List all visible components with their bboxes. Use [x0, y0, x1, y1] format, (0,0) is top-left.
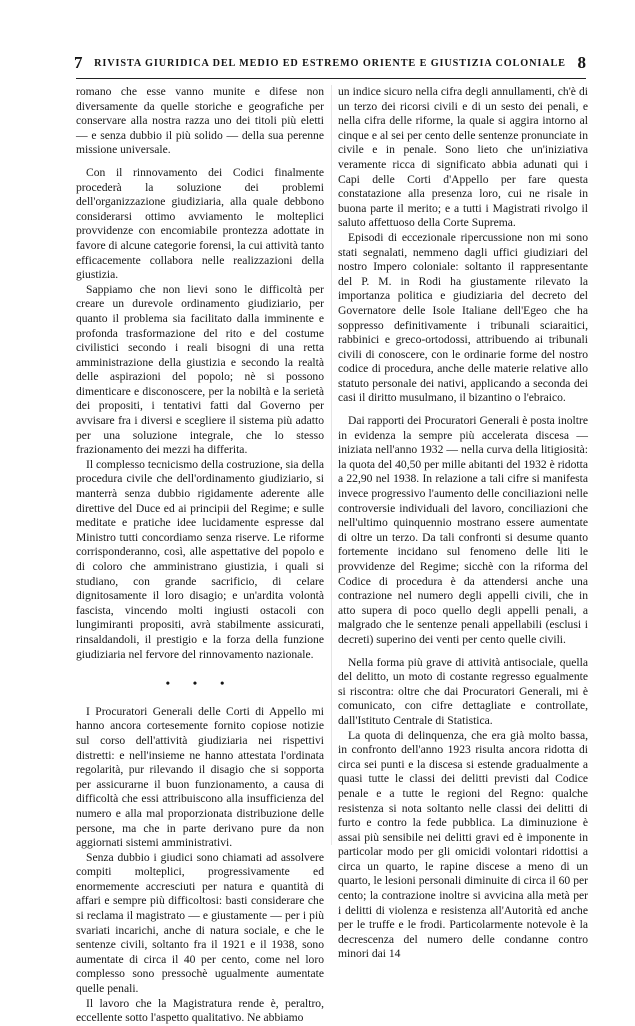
journal-title: RIVISTA GIURIDICA DEL MEDIO ED ESTREMO ORIENTE E GIUSTIZIA COLONIALE: [94, 57, 566, 69]
right-column: [338, 85, 588, 962]
paragraph: La quota di delinquenza, che era già molto bassa, in confronto dell'anno 1923 risulta ancora ridotta di circa sei punti e la discesa si estende gradualmente a quasi tutte le classi dei delitti previsti dal Codice penale e a tutte le regioni del Regno: qualche resistenza si nota soltanto nelle classi dei delitti di furto e contro la fede pubblica. La diminuzione è assai più sensibile nei delitti gravi ed è imponente in particolar modo per gli omicidi volontari ridottisi a circa un quarto, le rapine discese a meno di un quarto, le lesioni personali diminuite di circa il 60 per cento; la contrazione inoltre si avvicina alla metà per i delitti di violenza e resistenza all'Autorità ed anche per le truffe e le frodi. Particolarmente notevole è la decrescenza del numero delle condanne contro minori dai 14: [338, 728, 588, 961]
section-separator: • • •: [165, 676, 235, 691]
left-column: [76, 85, 324, 1026]
paragraph: I Procuratori Generali delle Corti di Appello mi hanno ancora cortesemente fornito copiose notizie sul corso dell'attività giudiziaria nei rispettivi distretti: e nell'insieme ne hanno attestata l'ordinata regolarità, pur rilevando il disagio che si sopporta per assicurarne il buon funzionamento, a causa di difficoltà che essi attribuiscono alla insufficienza del numero e alla mal proporzionata distribuzione delle persone, ma che in parte derivano pure da non aggiornati sistemi amministrativi.: [76, 704, 324, 850]
paragraph: Sappiamo che non lievi sono le difficoltà per creare un durevole ordinamento giudiziario, per quanto il problema sia facilitato dalla imminente e profonda trasformazione del rito e del costume civilistici secondo i reali bisogni di una retta amministrazione della giustizia e secondo la realtà delle aspirazioni del popolo; nè si possono dimenticare e disconoscere, per la nobiltà e la serietà dei propositi, i tentativi fatti dal Governo per avvisare fra i diversi e scegliere il sistema più adatto per una soluzione integrale, che lo stesso frazionamento dei mezzi ha differita.: [76, 282, 324, 457]
header-rule: [76, 78, 586, 79]
paragraph: Il lavoro che la Magistratura rende è, peraltro, eccellente sotto l'aspetto qualitativo. Ne abbiamo: [76, 996, 324, 1025]
paragraph: Dai rapporti dei Procuratori Generali è posta inoltre in evidenza la sempre più accelerata discesa — iniziata nell'anno 1932 — nella curva della litigiosità: la quota del 40,50 per mille abitanti del 1932 è ridotta a 22,90 nel 1938. In relazione a tali cifre si manifesta invece progressivo l'aumento delle conciliazioni nelle controversie individuali del lavoro, conciliazioni che nell'ultimo quinquennio mostrano essere aumentate di oltre un terzo. Da tali confronti si desume quanto fortemente incidano sul fenomeno delle liti le provvidenze del Regime; sicchè con la riforma del Codice di procedura è da attendersi anche una contrazione nel numero degli appelli civili, che in atto supera di poco quello degli appelli penali, a malgrado che le sentenze penali appellabili (esclusi i decreti) superino dei venti per cento quelle civili.: [338, 414, 588, 646]
page-number-left: 7: [74, 53, 83, 72]
page-number-right: 8: [577, 53, 586, 72]
paragraph: romano che esse vanno munite e difese non diversamente da quelle storiche e geografiche per conservare alla nostra razza uno dei titoli più eletti — e senza dubbio il più solido — della sua perenne missione universale.: [76, 85, 324, 157]
paragraph: Senza dubbio i giudici sono chiamati ad assolvere compiti molteplici, progressivamente ed enormemente accresciuti per natura e quantità di affari e sempre più difficoltosi: basti considerare che si reclama il magistrato — e giustamente — per i più svariati incarichi, anche di natura sociale, e che le sentenze civili, soltanto fra il 1921 e il 1938, sono aumentate di circa il 40 per cento, come nel loro complesso sono pressochè ugualmente aumentate quelle penali.: [76, 850, 324, 996]
paragraph: Episodi di eccezionale ripercussione non mi sono stati segnalati, nemmeno dagli uffici giudiziari del nostro Impero coloniale: soltanto il rappresentante del P. M. in Rodi ha giustamente rilevato la importanza politica e giudiziaria del decreto del Governatore delle Isole Italiane dell'Egeo che ha soppresso definitivamente i tribunali sciaraitici, rabbinici e greco-ortodossi, attribuendo ai tribunali civili di conoscere, con le ordinarie forme del nostro codice di procedura, anche delle materie relative allo statuto personale dei nativi, applicando a seconda dei casi il diritto musulmano, il bizantino o l'ebraico.: [338, 230, 588, 405]
paragraph: Con il rinnovamento dei Codici finalmente procederà la soluzione dei problemi dell'organizzazione giudiziaria, alla quale debbono considerarsi ottimo avviamento le molteplici provvidenze con encomiabile prontezza adottate in favore di alcune categorie forensi, la cui attività tanto efficacemente collabora nelle realizzazioni della giustizia.: [76, 165, 324, 282]
paragraph: un indice sicuro nella cifra degli annullamenti, ch'è di un terzo dei ricorsi civili e di un sesto dei penali, e nella cifra delle riforme, la quale si aggira intorno al cinque e al sei per cento delle sentenze pronunciate in civile e in penale. Sono lieto che un'iniziativa veramente ricca di significato abbia adunati qui i Capi delle Corti d'Appello per fare questa constatazione alla presenza loro, cui ne risale in buona parte il merito; e a tutti i Magistrati rivolgo il saluto affettuoso della Corte Suprema.: [338, 85, 588, 230]
paragraph: Nella forma più grave di attività antisociale, quella del delitto, un moto di costante regresso egualmente si riscontra: oltre che dai Procuratori Generali, mi è comunicato, con cifre dettagliate e controllate, dall'Istituto Centrale di Statistica.: [338, 655, 588, 727]
column-gutter: [331, 85, 332, 845]
paragraph: Il complesso tecnicismo della costruzione, sia della procedura civile che dell'ordinamento giudiziario, si manterrà senza dubbio rigidamente aderente alle direttive del Duce ed ai principii del Regime; e sulle meditate e pratiche idee lucidamente espresse dal Ministro tutti concordiamo senza riserve. Le riforme corrisponderanno, così, alle aspettative del popolo e di coloro che amministrano giustizia, i quali si studiano, con grande sacrificio, di celare dignitosamente il loro disagio; e un'ardita volontà fascista, vincendo molti ingiusti ostacoli con lungimiranti propositi, avrà stabilmente assicurati, rinsaldandoli, il prestigio e la forza della funzione giudiziaria nel fervore del rinnovamento nazionale.: [76, 457, 324, 661]
running-header: [74, 52, 586, 74]
